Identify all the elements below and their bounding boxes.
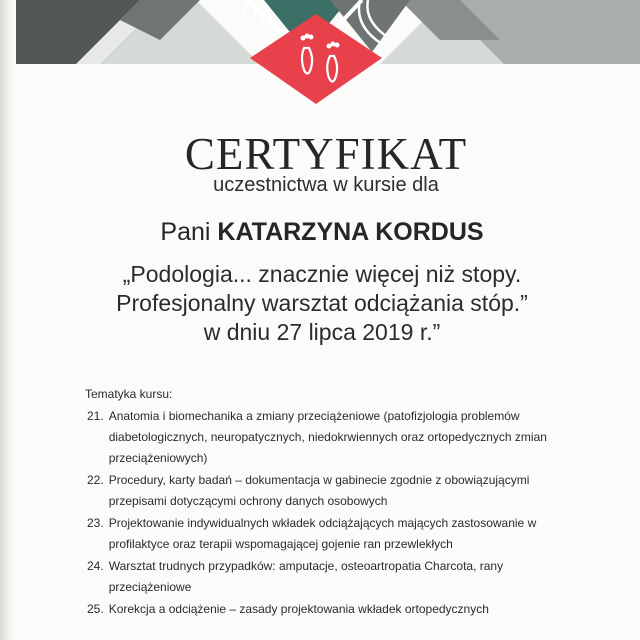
list-item-line: Anatomia i biomechanika a zmiany przeciążeniowe (patofizjologia problemów <box>108 409 520 423</box>
list-item-text <box>104 556 617 598</box>
list-item-line: Warsztat trudnych przypadków: amputacje, osteoartropatia Charcota, rany <box>108 559 504 573</box>
list-item-text <box>104 599 617 620</box>
list-item-line: Procedury, karty badań – dokumentacja w gabinecie zgodnie z obowiązującymi <box>108 473 530 487</box>
list-item-number: 24. <box>87 559 104 573</box>
course-date-line: w dniu 27 lipca 2019 r.” <box>203 319 441 345</box>
course-title <box>2 260 640 347</box>
list-item-number: 25. <box>87 602 104 616</box>
list-item-number: 22. <box>87 473 104 487</box>
list-item-text <box>104 470 617 512</box>
recipient-salutation: Pani <box>160 218 211 246</box>
recipient-line <box>2 218 640 247</box>
list-item-line: przeciążeniowych) <box>108 451 208 465</box>
header-graphic <box>0 0 640 110</box>
course-line: Profesjonalny warsztat odciążania stóp.” <box>116 290 528 316</box>
footprints-icon <box>245 0 271 29</box>
list-item-line: Projektowanie indywidualnych wkładek odciążających mających zastosowanie w <box>108 516 537 530</box>
recipient-name: KATARZYNA KORDUS <box>217 218 484 246</box>
list-item-number: 23. <box>87 516 104 530</box>
list-item <box>87 599 617 620</box>
certificate-title: CERTYFIKAT <box>184 129 468 179</box>
list-item-line: diabetologicznych, neuropatycznych, niedokrwiennych oraz ortopedycznych zmian <box>108 430 547 444</box>
list-item-line: profilaktyce oraz terapii wspomagającej gojenie ran przewlekłych <box>108 537 453 551</box>
list-item <box>87 406 617 469</box>
logo-tiles <box>0 0 640 110</box>
list-item-line: przeciążeniowe <box>108 580 192 594</box>
list-item <box>87 513 617 555</box>
topics-list <box>87 384 617 620</box>
course-line: „Podologia... znacznie więcej niż stopy. <box>122 261 522 287</box>
list-item-line: przepisami dotyczącymi ochrony danych osobowych <box>108 494 388 508</box>
list-item-line: Korekcja a odciążenie – zasady projektowania wkładek ortopedycznych <box>108 602 489 616</box>
list-item-text <box>104 406 617 469</box>
list-item-number: 21. <box>87 409 104 423</box>
list-item <box>87 470 617 512</box>
certificate-subtitle: uczestnictwa w kursie dla <box>213 174 439 196</box>
topics-heading: Tematyka kursu: <box>85 387 173 401</box>
list-item <box>87 556 617 598</box>
list-item-text <box>104 513 617 555</box>
